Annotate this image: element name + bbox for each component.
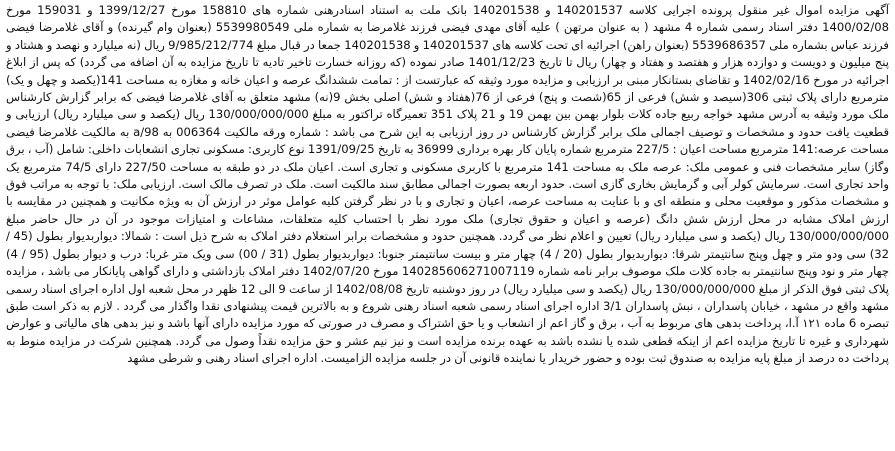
auction-notice-text: آگهی مزایده اموال غیر منقول پرونده اجرایی کلاسه 140201537 و 140201538 بانک ملت به استناد اسنادرهنی شماره های 158810 مورخ 1399/12/27 و 159031 مورخ 1400/02/08 دفتر اسناد رسمی شماره 4 مشهد ( به عنوان مرتهن ) علیه آقای مهدی فیضی فرزند غلامرضا به شماره ملی 5539980549 (بعنوان وام گیرنده) و آقای غلامرضا فیضی فرزند عباس بشماره ملی 5539686357 (بعنوان راهن) اجرائیه ای تحت کلاسه های 140201537 و 140201538 جمعا در قبال مبلغ 9/985/212/774 ریال (نه میلیارد و نهصد و هشتاد و پنج میلیون و دویست و دوازده هزار و هفتصد و هفتاد و چهار) ریال تا تاریخ 1401/12/23 صادر نموده (که روزانه خسارت تاخیر تادیه تا تاریخ مزایده به آن اضافه می گردد) که پس از ابلاغ اجرائیه در مورخ 1402/02/16 و تقاضای بستانکار مبنی بر ارزیابی و مزایده مورد وثیقه که عبارتست از : تمامت ششدانگ عرصه و اعیان خانه و مغازه به مساحت 141(یکصد و چهل و یک) مترمربع دارای پلاک ثبتی 306(سیصد و شش) فرعی از 65(شصت و پنج) فرعی از 76(هفتاد و شش) اصلی بخش 9(نه) مشهد متعلق به آقای غلامرضا فیضی که برابر گزارش کارشناس ملک مورد وثیقه به آدرس مشهد خواجه ربیع جاده کلات بلوار بهمن بین بهمن 19 و 21 پلاک 351 تعمیرگاه تراکتور به مبلغ 130/000/000/000 ریال (یکصد و سی میلیارد ریال) ارزیابی و قطعیت یافت حدود و مشخصات و توصیف اجمالی ملک برابر گزارش کارشناس در روز ارزیابی به این شرح می باشد : شماره ورقه مالکیت 006364 به 98/a به مالکیت غلامرضا فیضی مساحت عرصه:141 مترمربع مساحت اعیان : 227/5 مترمربع شماره پایان کار بهره برداری 36999 به تاریخ 1391/09/25 نوع کاربری: مسکونی تجاری انشعابات داخلی: شامل (آب ، برق وگاز) سایر مشخصات فنی و عمومی ملک: عرصه ملک به مساحت 141 مترمربع با کاربری مسکونی و تجاری است. اعیان ملک در دو طبقه به مساحت 227/50 دارای 74/5 مترمربع یک واحد تجاری است. سرمایش کولر آبی و گرمایش بخاری گازی است. حدود اربعه بصورت اجمالی مطابق سند مالکیت است. ملک در تصرف مالک است. ارزیابی ملک: با توجه به مراتب فوق و مشخصات مذکور و موقعیت محلی و منطقه ای و با عنایت به مساحت عرصه، اعیان و تجاری و با در نظر گرفتن کلیه عوامل موثر در ارزش آن به ویژه مکانیت و همچنین در مقایسه با ارزش املاک مشابه در محل ارزش شش دانگ (عرصه و اعیان و حقوق تجاری) ملک مورد نظر با احتساب کلیه متعلقات، مشاعات و امتیازات موجود در آن در حال حاضر مبلغ 130/000/000/000 ریال (یکصد و سی میلیارد ریال) تعیین و اعلام نظر می گردد. همچنین حدود و مشخصات برابر استعلام دفتر املاک به شرح ذیل است : شمالا: دیواربدیوار بطول (45 / 32) سی ودو متر و چهل وپنج سانتیمتر شرقا: دیواربدیوار بطول (20 / 4) چهار متر و بیست سانتیمتر جنوبا: دیواربدیوار بطول (31 / 00) سی ویک متر غربا: درب و دیوار بطول (95 / 4) چهار متر و نود وپنج سانتیمتر به جاده کلات ملک موصوف برابر نامه شماره 140285606271007119 مورخ 1402/07/20 دفتر املاک بازداشتی و دارای گواهی پایانکار می باشد ، مزایده پلاک ثبتی فوق الذکر از مبلغ 130/000/000/000 ریال (یکصد و سی میلیارد ریال) در روز دوشنبه تاریخ 1402/08/08 از ساعت 9 الی 12 ظهر در محل شعبه اول اداره اجرای اسناد رسمی مشهد واقع در مشهد ، خیابان پاسداران ، نبش پاسداران 3/1 اداره اجرای اسناد رسمی شعبه اسناد رهنی شروع و به بالاترین قیمت پیشنهادی نقدا واگذار می گردد . لازم به ذکر است طبق تبصره 6 ماده ۱۲۱ آ.ا، پرداخت بدهی های مربوط به آب ، برق و گاز اعم از انشعاب و یا حق اشتراک و مصرف در صورتی که مورد مزایده دارای آنها باشد و نیز بدهی های مالیاتی و عوارض شهرداری و غیره تا تاریخ مزایده اعم از اینکه قطعی شده یا نشده باشد به عهده برنده مزایده است و نیز نیم عشر و حق مزایده نقداً وصول می گردد. همچنین شرکت در مزایده منوط به پرداخت ده درصد از مبلغ پایه مزایده به صندوق ثبت بوده و حضور خریدار یا نماینده قانونی آن در جلسه مزایده الزامیست. اداره اجرای اسناد رهنی و شرطی مشهد [6,3,890,366]
